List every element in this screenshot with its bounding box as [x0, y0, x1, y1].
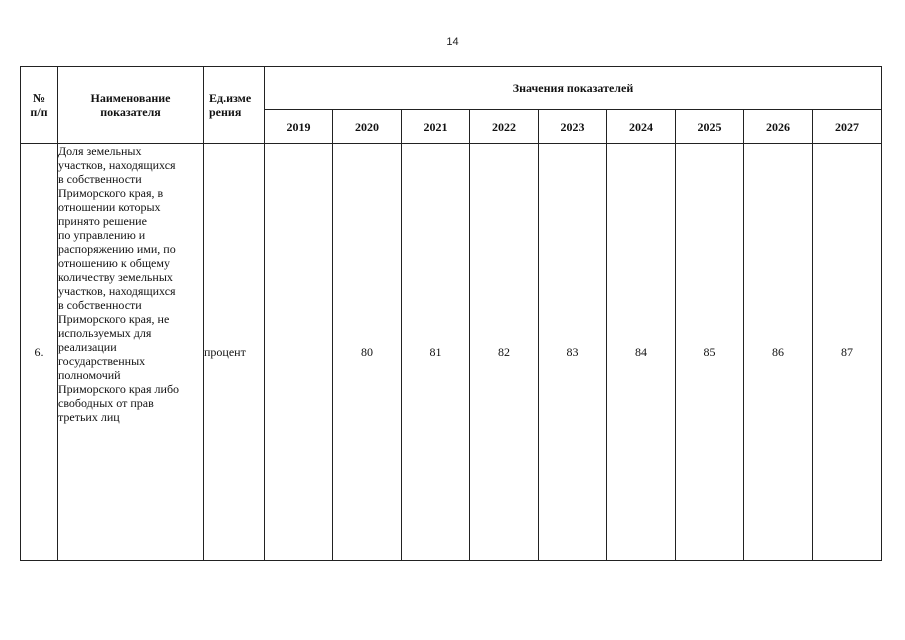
indicator-name-line: Приморского края либо — [58, 382, 180, 396]
value-2025: 85 — [676, 144, 744, 561]
value-2020: 80 — [333, 144, 402, 561]
indicators-table — [20, 66, 882, 561]
header-year-2025: 2025 — [676, 110, 744, 144]
header-name-line: Наименование — [90, 91, 171, 105]
indicator-name-line: участков, находящихся — [58, 158, 176, 172]
indicator-name-line: реализации — [58, 340, 117, 354]
page-number: 14 — [446, 36, 459, 48]
header-num-line: п/п — [30, 105, 48, 119]
header-unit-line: Ед.изме — [209, 91, 252, 105]
header-num-line: № — [32, 91, 46, 105]
value-2024: 84 — [607, 144, 676, 561]
indicator-name-line: участков, находящихся — [58, 284, 176, 298]
header-year-2027: 2027 — [813, 110, 882, 144]
indicator-name-line: распоряжению ими, по — [58, 242, 176, 256]
indicator-name-line: Доля земельных — [58, 144, 142, 158]
header-row-top — [21, 67, 882, 110]
header-year-2023: 2023 — [539, 110, 607, 144]
indicator-name-line: свободных от прав — [58, 396, 154, 410]
value-2019 — [265, 144, 333, 561]
indicator-name-line: третьих лиц — [58, 410, 120, 424]
indicator-name-line: в собственности — [58, 172, 142, 186]
indicator-name-line: отношению к общему — [58, 256, 170, 270]
value-2027: 87 — [813, 144, 882, 561]
indicator-name-line: Приморского края, не — [58, 312, 170, 326]
value-2021: 81 — [402, 144, 470, 561]
indicator-name-line: Приморского края, в — [58, 186, 164, 200]
value-2022: 82 — [470, 144, 539, 561]
header-year-2020: 2020 — [333, 110, 402, 144]
indicator-name-line: количеству земельных — [58, 270, 173, 284]
indicator-name-line: государственных — [58, 354, 146, 368]
indicator-name-line: используемых для — [58, 326, 152, 340]
indicator-name-line: по управлению и — [58, 228, 146, 242]
header-name — [58, 67, 204, 144]
header-year-2024: 2024 — [607, 110, 676, 144]
indicator-name — [58, 144, 204, 561]
header-values-group: Значения показателей — [265, 67, 882, 110]
header-year-2019: 2019 — [265, 110, 333, 144]
indicator-name-line: полномочий — [58, 368, 121, 382]
table-row — [21, 144, 882, 561]
row-number: 6. — [21, 144, 58, 561]
indicator-name-line: в собственности — [58, 298, 142, 312]
header-year-2022: 2022 — [470, 110, 539, 144]
header-unit-line: рения — [209, 105, 242, 119]
header-year-2026: 2026 — [744, 110, 813, 144]
indicator-name-line: принято решение — [58, 214, 147, 228]
value-2026: 86 — [744, 144, 813, 561]
header-unit — [204, 67, 265, 144]
header-name-line: показателя — [100, 105, 161, 119]
header-num — [21, 67, 58, 144]
value-2023: 83 — [539, 144, 607, 561]
indicator-name-line: отношении которых — [58, 200, 161, 214]
unit-cell: процент — [204, 144, 265, 561]
header-year-2021: 2021 — [402, 110, 470, 144]
